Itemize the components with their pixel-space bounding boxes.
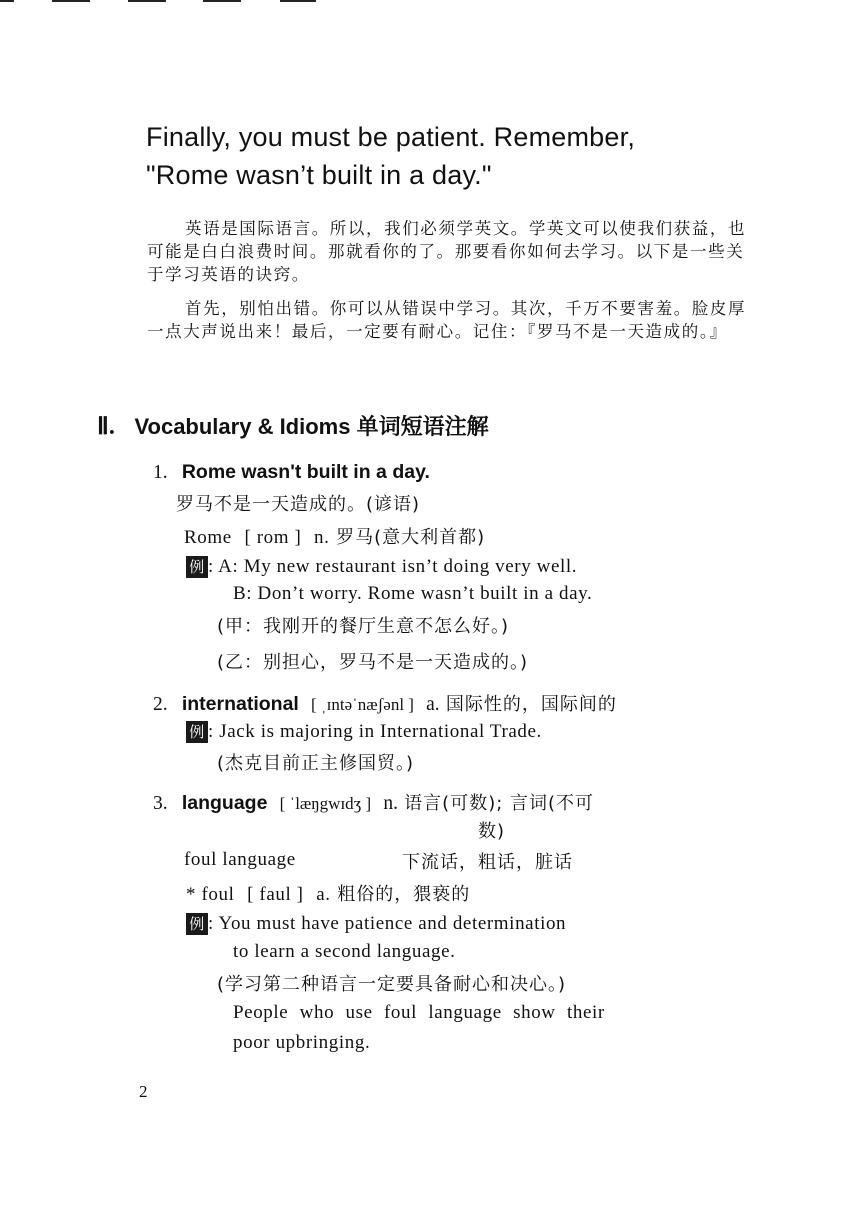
chinese-paragraph-1: 英语是国际语言。所以，我们必须学英文。学英文可以使我们获益，也可能是白白浪费时间。那就看你的了。那要看你如何去学习。以下是一些关于学习英语的诀窍。 <box>147 219 747 284</box>
entry-3-phonetic: [ ˈlæŋgwɪdʒ ] <box>279 794 372 813</box>
example-marker-icon: 例 <box>186 721 208 743</box>
entry-1-title <box>153 460 430 484</box>
entry-3-example-2-line-1: People who use foul language show their <box>233 1002 605 1023</box>
page-number: 2 <box>139 1082 148 1101</box>
entry-3-phrase: foul language <box>184 849 296 870</box>
entry-2-example <box>186 720 542 743</box>
entry-3-number: 3. <box>153 793 168 814</box>
entry-3-phrase-meaning: 下流话，粗话，脏话 <box>402 852 573 873</box>
entry-3-example-1-text: : You must have patience and determination <box>208 913 567 934</box>
top-rule-4 <box>203 0 241 2</box>
entry-1-translation: 罗马不是一天造成的。(谚语) <box>176 494 421 515</box>
section-heading <box>97 410 489 441</box>
entry-3-pos: n. <box>383 793 398 814</box>
entry-3-example-2-line-2: poor upbringing. <box>233 1032 371 1053</box>
entry-1-headword: Rome wasn't built in a day. <box>181 461 430 483</box>
entry-3-star-word: * foul <box>186 884 235 905</box>
entry-2-example-zh: (杰克目前正主修国贸。) <box>217 753 415 774</box>
entry-2-pos: a. <box>426 694 440 715</box>
entry-1-example-b: B: Don’t worry. Rome wasn’t built in a day. <box>233 583 593 604</box>
entry-3-phrase-line <box>184 848 296 871</box>
entry-3-example-1-zh: (学习第二种语言一定要具备耐心和决心。) <box>217 974 567 995</box>
top-rule-5 <box>280 0 316 2</box>
quote-line-1: Finally, you must be patient. Remember, <box>146 122 636 152</box>
entry-1-example-a-text: : A: My new restaurant isn’t doing very well. <box>208 556 578 577</box>
entry-1-number: 1. <box>153 462 168 483</box>
entry-3-headword: language <box>181 792 268 814</box>
entry-3-example-1 <box>186 912 566 935</box>
entry-1-example-zh-1: (甲：我刚开的餐厅生意不怎么好。) <box>217 616 510 637</box>
entry-2-meaning: 国际性的，国际间的 <box>445 694 617 715</box>
quote-line-2: "Rome wasn’t built in a day." <box>146 160 492 190</box>
entry-3-star-meaning: 粗俗的，猥亵的 <box>337 884 471 905</box>
entry-1-example-a <box>186 555 577 578</box>
entry-1-subword-phonetic: [ rom ] <box>244 527 302 548</box>
entry-3-star-pos: a. <box>316 884 331 905</box>
entry-3-meaning-1: 语言(可数); 言词(不可 <box>404 793 595 814</box>
entry-1-subword-pos: n. <box>314 527 330 548</box>
example-marker-icon: 例 <box>186 913 208 935</box>
section-title: Vocabulary & Idioms 单词短语注解 <box>134 414 489 439</box>
top-rule-2 <box>52 0 90 2</box>
example-marker-icon: 例 <box>186 556 208 578</box>
entry-2-phonetic: [ ˌɪntəˈnæʃənl ] <box>311 695 414 714</box>
section-numeral: Ⅱ. <box>97 414 115 440</box>
entry-3-star-phonetic: [ faul ] <box>247 884 304 905</box>
entry-2-headword: international <box>181 693 299 715</box>
entry-2-number: 2. <box>153 694 168 715</box>
chinese-paragraph-2: 首先，别怕出错。你可以从错误中学习。其次，千万不要害羞。脸皮厚一点大声说出来！最后，一定要有耐心。记住：『罗马不是一天造成的。』 <box>147 299 747 341</box>
entry-1-subword: Rome <box>184 527 232 548</box>
top-rule-1 <box>0 0 14 2</box>
top-rule-3 <box>128 0 166 2</box>
entry-3-star-line <box>186 880 470 906</box>
entry-3-meaning-2: 数) <box>478 821 506 842</box>
entry-3-title <box>153 789 594 815</box>
entry-1-subword-line <box>184 523 485 549</box>
entry-1-subword-meaning: 罗马(意大利首都) <box>336 527 486 548</box>
entry-2-title <box>153 690 617 716</box>
entry-1-example-zh-2: (乙：别担心，罗马不是一天造成的。) <box>217 652 529 673</box>
entry-2-example-text: : Jack is majoring in International Trade. <box>208 721 542 742</box>
entry-3-example-1-line-2: to learn a second language. <box>233 941 456 962</box>
